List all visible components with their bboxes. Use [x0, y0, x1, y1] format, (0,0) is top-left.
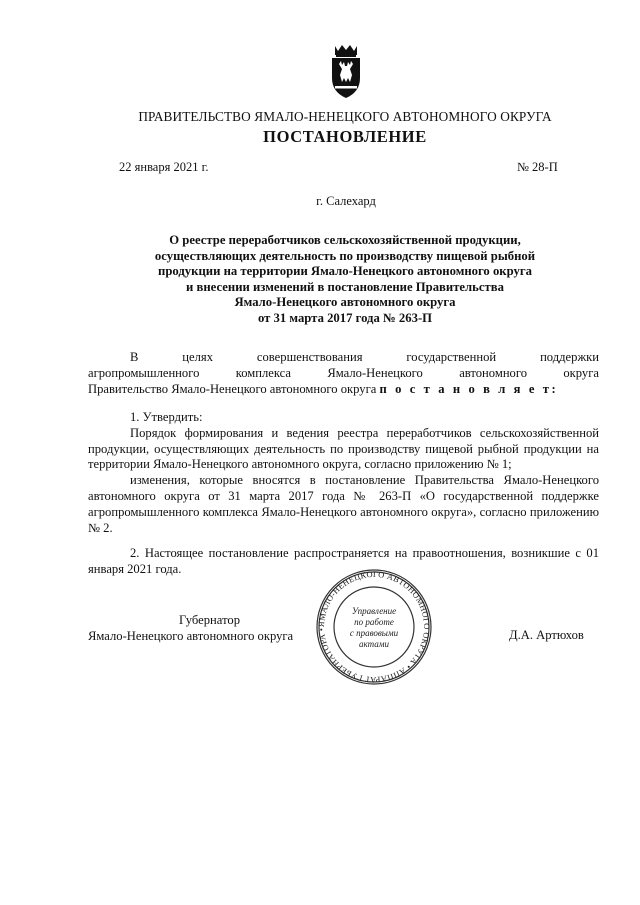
document-city: г. Салехард	[316, 194, 376, 208]
preamble-line: агропромышленного комплекса Ямало-Ненецкого автономного округа	[88, 365, 599, 380]
item-1	[88, 410, 599, 536]
title-line: продукции на территории Ямало-Ненецкого автономного округа	[158, 264, 532, 279]
title-line: осуществляющих деятельность по производству пищевой рыбной	[154, 248, 536, 263]
signature-block	[88, 612, 293, 644]
stamp-line: с правовыми	[349, 628, 399, 638]
signatory-name: Д.А. Артюхов	[509, 628, 584, 642]
stamp-ring-text: ЯМАЛО-НЕНЕЦКОГО АВТОНОМНОГО ОКРУГА • АППАРАТ ГУБЕРНАТОРА •	[316, 569, 432, 685]
government-title: ПРАВИТЕЛЬСТВО ЯМАЛО-НЕНЕЦКОГО АВТОНОМНОГО ОКРУГА	[138, 109, 552, 124]
preamble-line-text: Правительство Ямало-Ненецкого автономного округа	[88, 381, 377, 396]
document-type: ПОСТАНОВЛЕНИЕ	[263, 127, 427, 146]
coat-of-arms-icon	[326, 42, 366, 100]
title-line: и внесении изменений в постановление Правительства	[186, 279, 504, 294]
official-stamp	[306, 567, 442, 687]
preamble-line: В целях совершенствования государственной поддержки	[130, 350, 599, 364]
document-title	[100, 233, 590, 327]
stamp-line: по работе	[354, 617, 394, 627]
item-1-paragraph: изменения, которые вносятся в постановление Правительства Ямало-Ненецкого автономного округа от 31 марта 2017 года № 263-П «О государственной поддержке агропромышленного комплекса Ямало-Ненецкого автономного округа», согласно приложению № 2.	[88, 473, 599, 535]
title-line: О реестре переработчиков сельскохозяйственной продукции,	[169, 233, 521, 247]
preamble	[88, 350, 599, 397]
decree-word: п о с т а н о в л я е т:	[379, 381, 559, 396]
item-1-paragraph: Порядок формирования и ведения реестра переработчиков сельскохозяйственной продукции, осуществляющих деятельность по производству пищевой рыбной продукции на территории Ямало-Ненецкого автономного округа, согласно приложению № 1;	[88, 425, 599, 472]
document-date: 22 января 2021 г.	[119, 160, 209, 174]
stamp-line: актами	[359, 639, 389, 649]
item-1-heading: 1. Утвердить:	[130, 410, 203, 424]
document-number: № 28-П	[517, 160, 558, 174]
preamble-line	[88, 382, 599, 398]
signatory-position: Губернатор	[179, 613, 240, 627]
title-line: Ямало-Ненецкого автономного округа	[234, 295, 456, 310]
item-2-paragraph: 2. Настоящее постановление распространяется на правоотношения, возникшие с 01 января 2021 года.	[88, 546, 599, 576]
stamp-line: Управление	[351, 606, 397, 616]
title-line: от 31 марта 2017 года № 263-П	[257, 310, 433, 325]
signatory-region: Ямало-Ненецкого автономного округа	[88, 629, 294, 643]
